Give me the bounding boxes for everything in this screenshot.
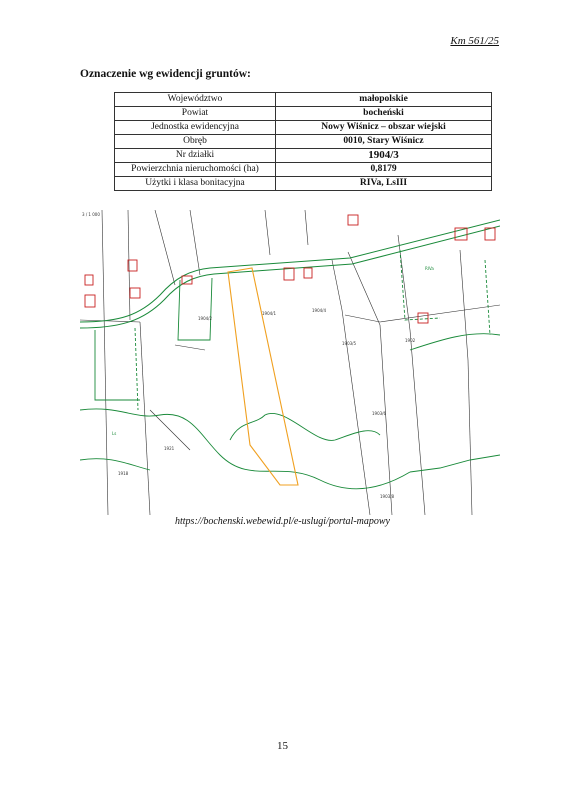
parcel-label: 1903/5 xyxy=(342,341,357,346)
row-value: 1904/3 xyxy=(276,149,492,163)
table-row xyxy=(115,177,492,191)
cadastral-map xyxy=(80,210,500,515)
section-heading: Oznaczenie wg ewidencji gruntów: xyxy=(80,68,251,80)
row-value: RIVa, LsIII xyxy=(276,177,492,191)
map-source-caption: https://bochenski.webewid.pl/e-uslugi/portal-mapowy xyxy=(175,516,390,527)
parcel-label: 1904/2 xyxy=(198,316,213,321)
land-registry-table xyxy=(114,92,492,191)
landuse-label: RIVa xyxy=(425,266,434,271)
row-label: Powierzchnia nieruchomości (ha) xyxy=(115,163,276,177)
table-row xyxy=(115,107,492,121)
table-row xyxy=(115,149,492,163)
parcel-label: 1918 xyxy=(118,471,129,476)
page-number: 15 xyxy=(277,740,288,752)
row-value: 0,8179 xyxy=(276,163,492,177)
table-row xyxy=(115,121,492,135)
map-scale-label: 3 / 1 000 xyxy=(82,212,100,217)
parcel-label: 1921 xyxy=(164,446,175,451)
table-row xyxy=(115,163,492,177)
parcel-label: 1902 xyxy=(405,338,416,343)
parcel-label: 1903/8 xyxy=(380,494,395,499)
row-label: Powiat xyxy=(115,107,276,121)
row-label: Użytki i klasa bonitacyjna xyxy=(115,177,276,191)
row-label: Nr działki xyxy=(115,149,276,163)
landuse-label: Ls xyxy=(112,431,117,436)
table-row xyxy=(115,135,492,149)
parcel-label: 1904/1 xyxy=(262,311,277,316)
row-label: Obręb xyxy=(115,135,276,149)
parcel-label: 1903/6 xyxy=(372,411,387,416)
row-value: 0010, Stary Wiśnicz xyxy=(276,135,492,149)
row-label: Jednostka ewidencyjna xyxy=(115,121,276,135)
row-label: Województwo xyxy=(115,93,276,107)
parcel-label: 1904/4 xyxy=(312,308,327,313)
table-row xyxy=(115,93,492,107)
row-value: bocheński xyxy=(276,107,492,121)
row-value: małopolskie xyxy=(276,93,492,107)
row-value: Nowy Wiśnicz – obszar wiejski xyxy=(276,121,492,135)
document-reference: Km 561/25 xyxy=(450,35,499,47)
